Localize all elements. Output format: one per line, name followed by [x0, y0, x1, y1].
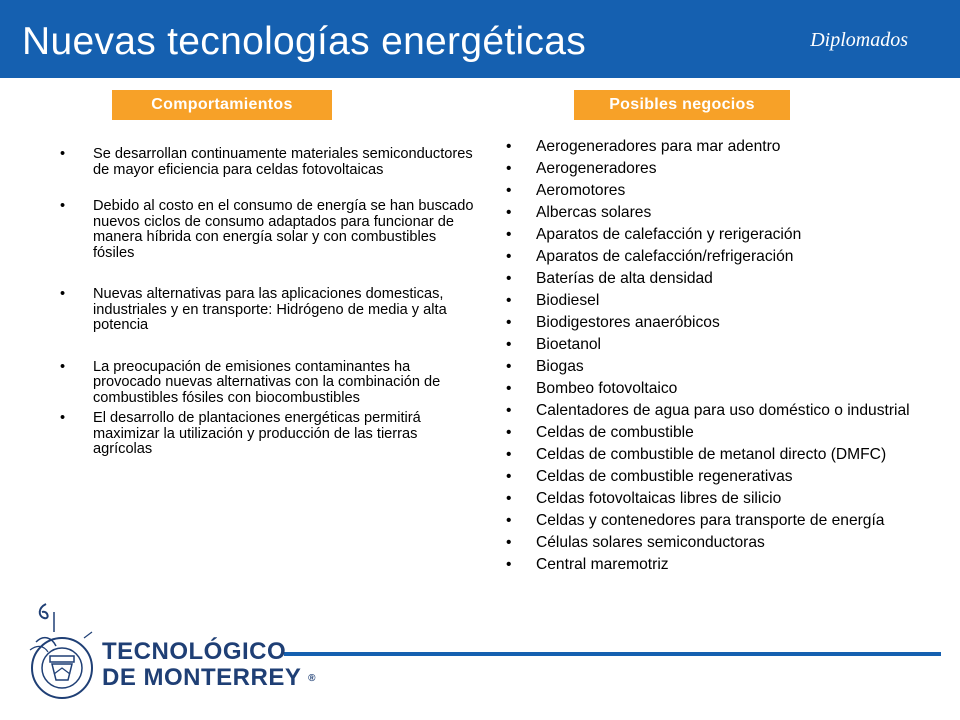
- list-item: • Central maremotriz: [506, 557, 926, 574]
- list-item: • Bombeo fotovoltaico: [506, 381, 926, 398]
- header-tag: Diplomados: [810, 29, 908, 51]
- list-item: • Biodiesel: [506, 293, 926, 310]
- logo-line-2: [102, 664, 316, 692]
- list-item: • Aerogeneradores: [506, 161, 926, 178]
- list-item: • Aeromotores: [506, 183, 926, 200]
- list-item: • Baterías de alta densidad: [506, 271, 926, 288]
- logo-line-2-text: DE MONTERREY: [102, 664, 301, 691]
- list-item: • Debido al costo en el consumo de energía se han buscado nuevos ciclos de consumo adaptados para funcionar de manera híbrida con energía solar y con combustibles fósiles: [60, 199, 480, 261]
- posibles-negocios-list: [506, 139, 926, 579]
- list-item: • Biogas: [506, 359, 926, 376]
- comportamientos-list: [60, 147, 480, 458]
- tec-de-monterrey-logo: [24, 598, 316, 708]
- list-item: • Células solares semiconductoras: [506, 535, 926, 552]
- list-item: • Celdas de combustible regenerativas: [506, 469, 926, 486]
- header-bar: [0, 0, 960, 78]
- page-title: Nuevas tecnologías energéticas: [22, 20, 587, 63]
- list-item: • Nuevas alternativas para las aplicaciones domesticas, industriales y en transporte: Hidrógeno de media y alta potencia: [60, 287, 480, 334]
- list-item: • Albercas solares: [506, 205, 926, 222]
- list-item: • Bioetanol: [506, 337, 926, 354]
- section-label-comportamientos: Comportamientos: [112, 90, 332, 120]
- list-item: • La preocupación de emisiones contaminantes ha provocado nuevas alternativas con la combinación de combustibles fósiles con biocombustibles: [60, 360, 480, 407]
- list-item: • Biodigestores anaeróbicos: [506, 315, 926, 332]
- logo-line-1: TECNOLÓGICO: [102, 638, 287, 665]
- list-item: • El desarrollo de plantaciones energéticas permitirá maximizar la utilización y producción de las tierras agrícolas: [60, 411, 480, 458]
- list-item: • Aerogeneradores para mar adentro: [506, 139, 926, 156]
- registered-mark: ®: [308, 673, 316, 685]
- list-item: • Celdas de combustible: [506, 425, 926, 442]
- university-seal-icon: [24, 598, 96, 708]
- list-item: • Calentadores de agua para uso doméstico o industrial: [506, 403, 926, 420]
- list-item: • Celdas y contenedores para transporte de energía: [506, 513, 926, 530]
- list-item: • Se desarrollan continuamente materiales semiconductores de mayor eficiencia para celdas fotovoltaicas: [60, 147, 480, 178]
- list-item: • Celdas de combustible de metanol directo (DMFC): [506, 447, 926, 464]
- section-label-posibles-negocios: Posibles negocios: [574, 90, 790, 120]
- list-item: • Celdas fotovoltaicas libres de silicio: [506, 491, 926, 508]
- footer-divider: [284, 652, 941, 656]
- list-item: • Aparatos de calefacción/refrigeración: [506, 249, 926, 266]
- list-item: • Aparatos de calefacción y rerigeración: [506, 227, 926, 244]
